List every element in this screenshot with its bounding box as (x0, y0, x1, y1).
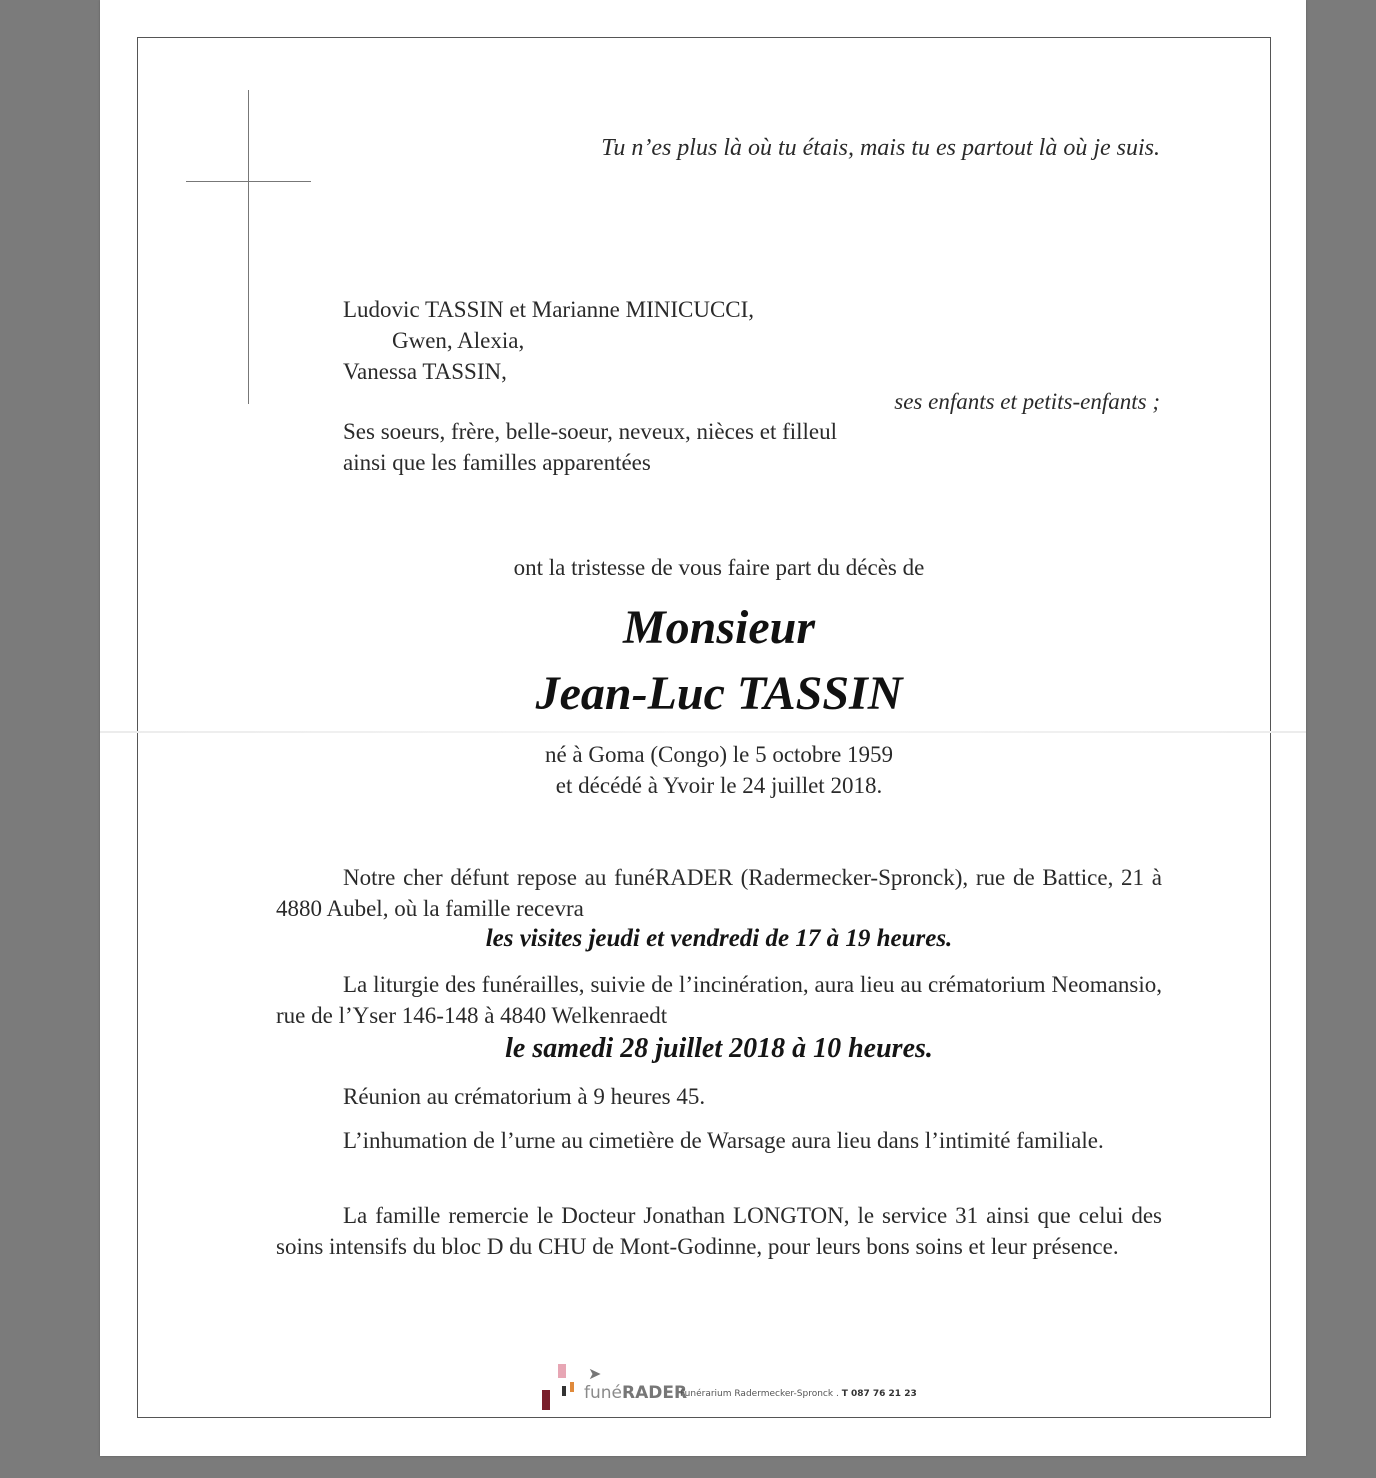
family-role: ses enfants et petits-enfants ; (894, 389, 1160, 414)
deceased-title: Monsieur (622, 601, 816, 654)
meeting-paragraph (276, 1082, 1162, 1113)
liturgy-paragraph (276, 970, 1162, 1031)
meeting-text: Réunion au crématorium à 9 heures 45. (343, 1084, 706, 1109)
family-line-5: Ses soeurs, frère, belle-soeur, neveux, nièces et filleul (343, 419, 838, 444)
announcement-intro: ont la tristesse de vous faire part du décès de (513, 555, 925, 580)
visits-emphasis: les visites jeudi et vendredi de 17 à 19 heures. (485, 925, 953, 952)
family-line-1: Ludovic TASSIN et Marianne MINICUCCI, (343, 297, 755, 322)
quote: Tu n’es plus là où tu étais, mais tu es partout là où je suis. (601, 135, 1160, 161)
cross-icon-bar (186, 181, 311, 182)
birth-info: né à Goma (Congo) le 5 octobre 1959 (544, 742, 894, 767)
family-line-2: Gwen, Alexia, (392, 328, 525, 353)
visits-paragraph (276, 863, 1162, 924)
funeral-home-footer (540, 1362, 940, 1410)
brand-subtitle: Funérarium Radermecker-Spronck . T 087 76 21 23 (680, 1389, 917, 1399)
death-info: et décédé à Yvoir le 24 juillet 2018. (555, 773, 883, 798)
burial-paragraph (276, 1126, 1162, 1157)
thanks-text: La famille remercie le Docteur Jonathan LONGTON, le service 31 ainsi que celui des soins intensifs du bloc D du CHU de Mont-Godinne, pour leurs bons soins et leur présence. (276, 1203, 1162, 1259)
bird-icon: ➤ (588, 1364, 602, 1383)
visits-text: Notre cher défunt repose au funéRADER (Radermecker-Spronck), rue de Battice, 21 à 4880 Aubel, où la famille recevra (276, 865, 1162, 921)
deceased-name: Jean-Luc TASSIN (535, 667, 903, 720)
liturgy-emphasis: le samedi 28 juillet 2018 à 10 heures. (505, 1033, 933, 1064)
family-line-3: Vanessa TASSIN, (343, 359, 507, 384)
brand-phone: T 087 76 21 23 (841, 1389, 917, 1399)
burial-text: L’inhumation de l’urne au cimetière de Warsage aura lieu dans l’intimité familiale. (343, 1128, 1104, 1153)
funerader-logo-icon (540, 1362, 580, 1408)
funeral-notice-sheet (100, 0, 1306, 1456)
cross-icon (248, 90, 249, 404)
brand-name: funéRADER (584, 1383, 688, 1403)
family-line-6: ainsi que les familles apparentées (343, 450, 651, 475)
liturgy-text: La liturgie des funérailles, suivie de l’incinération, aura lieu au crématorium Neomansio, rue de l’Yser 146-148 à 4840 Welkenraedt (276, 972, 1162, 1028)
fold-line (100, 731, 1306, 733)
thanks-paragraph (276, 1201, 1162, 1262)
